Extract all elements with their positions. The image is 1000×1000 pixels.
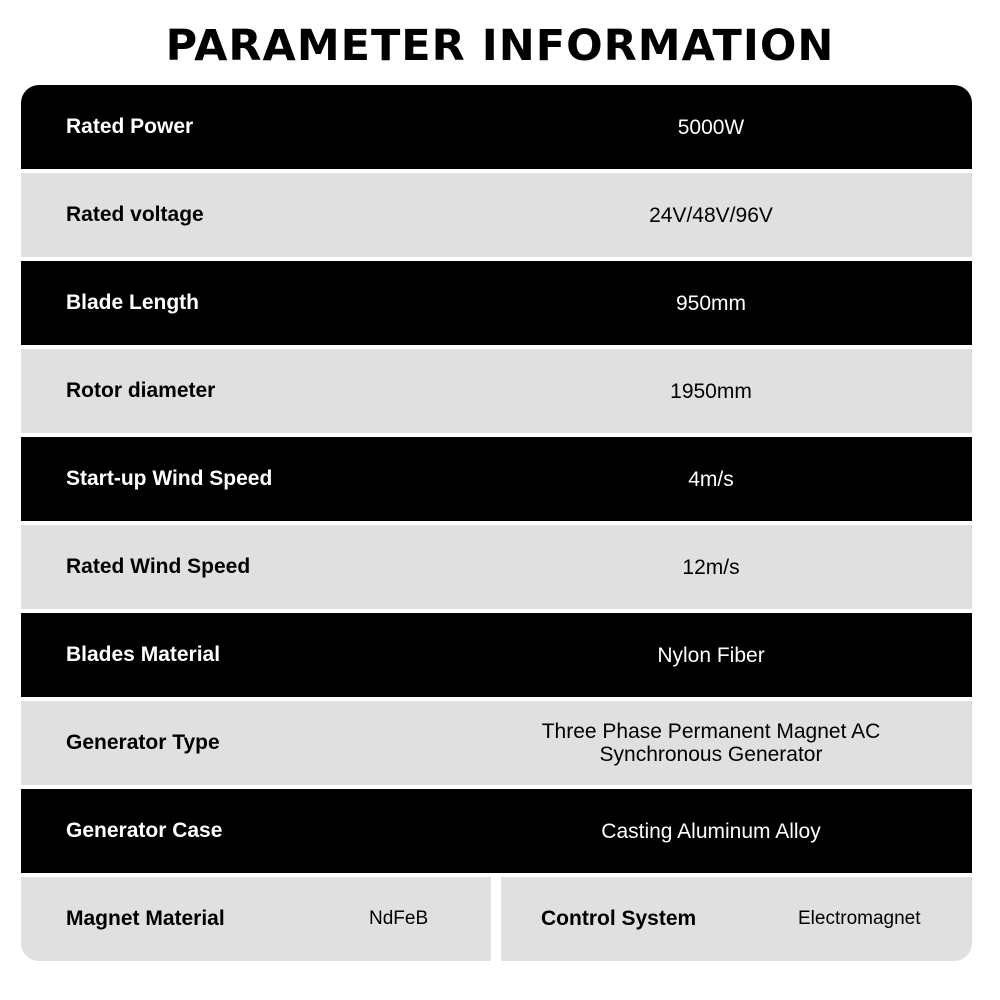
cell-magnet-material bbox=[21, 877, 491, 961]
table-row-rated-wind-speed bbox=[21, 525, 972, 609]
cell-control-system bbox=[501, 877, 972, 961]
row-label: Rated Wind Speed bbox=[66, 555, 251, 578]
row-label: Rated voltage bbox=[66, 203, 204, 226]
row-label: Generator Type bbox=[66, 731, 220, 754]
row-value: 950mm bbox=[675, 291, 747, 315]
row-value: 4m/s bbox=[688, 467, 734, 491]
table-row-startup-wind-speed bbox=[21, 437, 972, 521]
row-label: Blades Material bbox=[66, 643, 221, 666]
table-row-blade-length bbox=[21, 261, 972, 345]
table-row-blades-material bbox=[21, 613, 972, 697]
table-row-rated-power bbox=[21, 85, 972, 169]
row-value: Three Phase Permanent Magnet AC Synchronous Generator bbox=[541, 720, 881, 766]
table-row-rated-voltage bbox=[21, 173, 972, 257]
table-row-generator-case bbox=[21, 789, 972, 873]
row-label: Control System bbox=[541, 907, 697, 930]
page-title: PARAMETER INFORMATION bbox=[165, 21, 835, 71]
table-row-generator-type bbox=[21, 701, 972, 785]
row-value: Casting Aluminum Alloy bbox=[601, 819, 821, 843]
row-value: 5000W bbox=[677, 115, 745, 139]
row-label: Start-up Wind Speed bbox=[66, 467, 273, 490]
table-row-rotor-diameter bbox=[21, 349, 972, 433]
row-label: Magnet Material bbox=[66, 907, 225, 930]
row-label: Blade Length bbox=[66, 291, 200, 314]
row-value: 1950mm bbox=[670, 379, 752, 403]
row-label: Generator Case bbox=[66, 819, 223, 842]
row-label: Rated Power bbox=[66, 115, 194, 138]
row-value: 12m/s bbox=[682, 555, 740, 579]
row-value: 24V/48V/96V bbox=[649, 203, 773, 227]
row-label: Rotor diameter bbox=[66, 379, 216, 402]
row-value: NdFeB bbox=[369, 908, 429, 929]
row-value: Electromagnet bbox=[798, 908, 921, 929]
parameter-table bbox=[21, 85, 972, 961]
table-row-split bbox=[21, 877, 972, 961]
row-value: Nylon Fiber bbox=[657, 643, 765, 667]
